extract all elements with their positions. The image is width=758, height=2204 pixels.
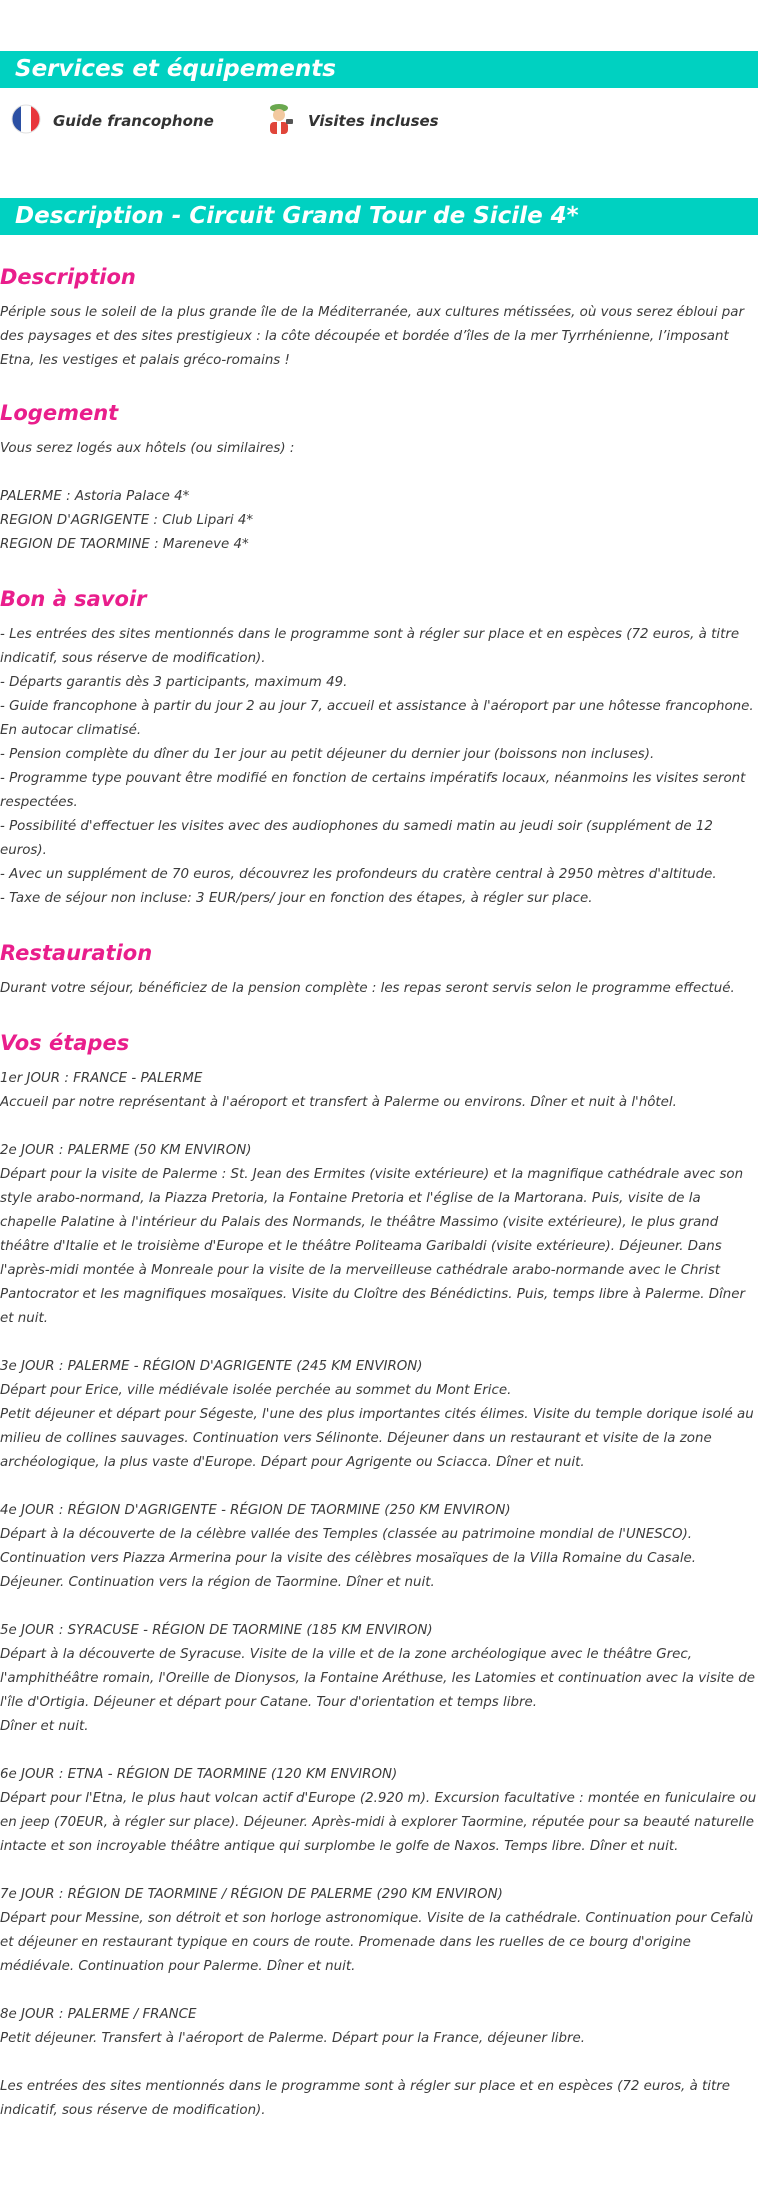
step-text: Départ pour Messine, son détroit et son horloge astronomique. Visite de la cathédrale. Continuation pour Cefalù et déjeuner en restaurant typique en cours de route. Promenade dans les ruelles de ce bourg d'origine médiévale. Continuation pour Palerme. Dîner et nuit.	[0, 1911, 754, 1974]
step-item	[0, 1067, 758, 1115]
section-restauration-text: Durant votre séjour, bénéficiez de la pension complète : les repas seront servis selon le programme effectué.	[0, 981, 735, 996]
section-logement	[0, 399, 758, 557]
step-item	[0, 1499, 758, 1595]
section-etapes-heading: Vos étapes	[0, 1031, 130, 1055]
section-description	[0, 263, 758, 373]
step-title: 2e JOUR : PALERME (50 KM ENVIRON)	[0, 1143, 252, 1158]
step-text: Petit déjeuner. Transfert à l'aéroport de Palerme. Départ pour la France, déjeuner libre.	[0, 2031, 586, 2046]
step-item	[0, 1355, 758, 1475]
description-band-title: Description - Circuit Grand Tour de Sicile 4*	[15, 203, 579, 229]
step-item	[0, 1763, 758, 1859]
tour-guide-icon	[264, 102, 296, 140]
step-title: 6e JOUR : ETNA - RÉGION DE TAORMINE (120 KM ENVIRON)	[0, 1767, 398, 1782]
section-restauration	[0, 939, 758, 1001]
french-flag-icon	[11, 104, 41, 138]
step-title: 1er JOUR : FRANCE - PALERME	[0, 1071, 203, 1086]
step-text: Départ à la découverte de la célèbre vallée des Temples (classée au patrimoine mondial de l'UNESCO). Continuation vers Piazza Armerina pour la visite des célèbres mosaïques de la Villa Romaine du Casale. Déjeuner. Continuation vers la région de Taormine. Dîner et nuit.	[0, 1527, 697, 1590]
step-text: Départ pour la visite de Palerme : St. Jean des Ermites (visite extérieure) et la magnifique cathédrale avec son style arabo-normand, la Piazza Pretoria, la Fontaine Pretoria et l'église de la Martorana. Puis, visite de la chapelle Palatine à l'intérieur du Palais des Normands, le théâtre Massimo (visite extérieure), le plus grand théâtre d'Italie et le troisième d'Europe et le théâtre Politeama Garibaldi (visite extérieure). Déjeuner. Dans l'après-midi montée à Monreale pour la visite de la merveilleuse cathédrale arabo-normande avec le Christ Pantocrator et les magnifiques mosaïques. Visite du Cloître des Bénédictins. Puis, temps libre à Palerme. Dîner et nuit.	[0, 1167, 746, 1326]
services-band	[0, 51, 758, 88]
step-text: Départ pour l'Etna, le plus haut volcan actif d'Europe (2.920 m). Excursion facultative : montée en funiculaire ou en jeep (70EUR, à régler sur place). Déjeuner. Après-midi à explorer Taormine, réputée pour sa beauté naturelle intacte et son incroyable théâtre antique qui surplombe le golfe de Naxos. Temps libre. Dîner et nuit.	[0, 1791, 757, 1854]
section-bon-a-savoir-text: - Les entrées des sites mentionnés dans le programme sont à régler sur place et en espèces (72 euros, à titre indicatif, sous réserve de modification). - Départs garantis dès 3 participants, maximum 49. - Guide francophone à partir du jour 2 au jour 7, accueil et assistance à l'aéroport par une hôtesse francophone. En autocar climatisé. - Pension complète du dîner du 1er jour au petit déjeuner du dernier jour (boissons non incluses). - Programme type pouvant être modifié en fonction de certains impératifs locaux, néanmoins les visites seront respectées. - Possibilité d'effectuer les visites avec des audiophones du samedi matin au jeudi soir (supplément de 12 euros). - Avec un supplément de 70 euros, découvrez les profondeurs du cratère central à 2950 mètres d'altitude. - Taxe de séjour non incluse: 3 EUR/pers/ jour en fonction des étapes, à régler sur place.	[0, 627, 754, 906]
feature-guide	[11, 104, 214, 138]
feature-visits	[264, 104, 439, 138]
feature-guide-label: Guide francophone	[53, 112, 214, 130]
step-item	[0, 1139, 758, 1331]
section-description-text: Périple sous le soleil de la plus grande île de la Méditerranée, aux cultures métissées, où vous serez ébloui par des paysages et des sites prestigieux : la côte découpée et bordée d’îles de la mer Tyrrhénienne, l’imposant Etna, les vestiges et palais gréco-romains !	[0, 305, 744, 368]
step-item	[0, 1619, 758, 1739]
etapes-footnote: Les entrées des sites mentionnés dans le programme sont à régler sur place et en espèces (72 euros, à titre indicatif, sous réserve de modification).	[0, 2079, 730, 2118]
step-title: 4e JOUR : RÉGION D'AGRIGENTE - RÉGION DE TAORMINE (250 KM ENVIRON)	[0, 1503, 511, 1518]
section-logement-text: Vous serez logés aux hôtels (ou similaires) : PALERME : Astoria Palace 4* REGION D'AGRIGENTE : Club Lipari 4* REGION DE TAORMINE : Mareneve 4*	[0, 441, 295, 552]
steps-list	[0, 1067, 758, 2123]
services-features	[0, 88, 758, 144]
services-title: Services et équipements	[15, 56, 336, 82]
section-restauration-heading: Restauration	[0, 941, 153, 965]
section-description-heading: Description	[0, 265, 136, 289]
section-bon-a-savoir-heading: Bon à savoir	[0, 587, 147, 611]
step-item	[0, 2003, 758, 2051]
section-bon-a-savoir	[0, 585, 758, 911]
step-title: 3e JOUR : PALERME - RÉGION D'AGRIGENTE (245 KM ENVIRON)	[0, 1359, 423, 1374]
step-title: 8e JOUR : PALERME / FRANCE	[0, 2007, 197, 2022]
section-logement-heading: Logement	[0, 401, 119, 425]
feature-visits-label: Visites incluses	[308, 112, 439, 130]
description-band	[0, 198, 758, 235]
step-text: Départ à la découverte de Syracuse. Visite de la ville et de la zone archéologique avec le théâtre Grec, l'amphithéâtre romain, l'Oreille de Dionysos, la Fontaine Aréthuse, les Latomies et continuation avec la visite de l'île d'Ortigia. Déjeuner et départ pour Catane. Tour d'orientation et temps libre. Dîner et nuit.	[0, 1647, 756, 1734]
step-text: Accueil par notre représentant à l'aéroport et transfert à Palerme ou environs. Dîner et nuit à l'hôtel.	[0, 1095, 677, 1110]
step-item	[0, 1883, 758, 1979]
step-title: 5e JOUR : SYRACUSE - RÉGION DE TAORMINE (185 KM ENVIRON)	[0, 1623, 433, 1638]
step-title: 7e JOUR : RÉGION DE TAORMINE / RÉGION DE PALERME (290 KM ENVIRON)	[0, 1887, 503, 1902]
page	[0, 51, 758, 2123]
step-text: Départ pour Erice, ville médiévale isolée perchée au sommet du Mont Erice. Petit déjeuner et départ pour Ségeste, l'une des plus importantes cités élimes. Visite du temple dorique isolé au milieu de collines sauvages. Continuation vers Sélinonte. Déjeuner dans un restaurant et visite de la zone archéologique, la plus vaste d'Europe. Départ pour Agrigente ou Sciacca. Dîner et nuit.	[0, 1383, 754, 1470]
content	[0, 263, 758, 2123]
section-etapes	[0, 1029, 758, 2123]
